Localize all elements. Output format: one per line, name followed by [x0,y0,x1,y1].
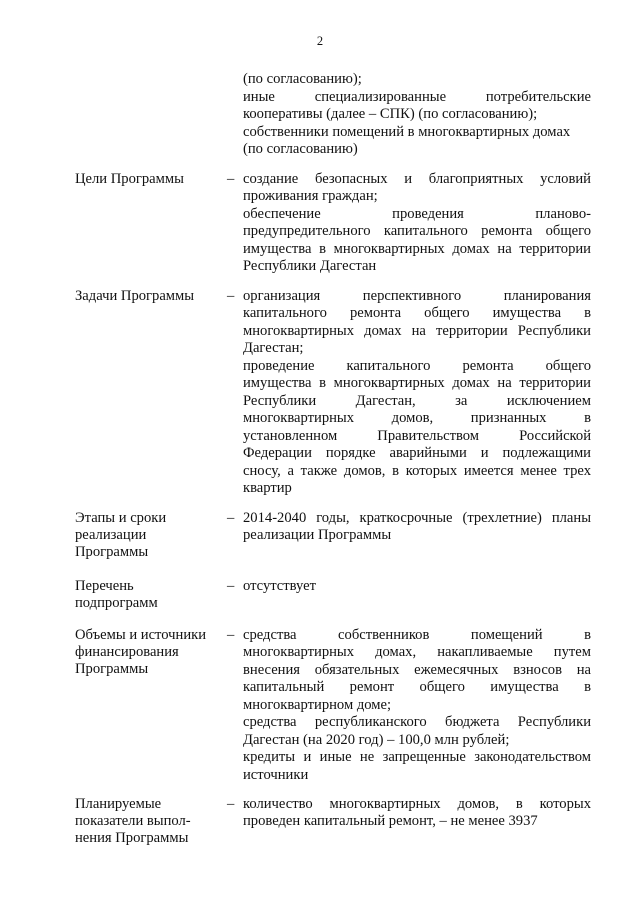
label-line: финансирования [75,644,179,660]
row-line: источники [243,767,309,783]
row-label [75,627,225,678]
row-line: Федерации порядке аварийными и подлежащими [243,445,591,461]
intro-line: (по согласованию); [243,71,362,87]
dash-marker: – [227,510,235,526]
row-line: имущества в многоквартирных домах на территории [243,241,591,257]
row-line: установленном Правительством Российской [243,428,591,444]
label-line: показатели выпол- [75,813,191,829]
label-line: нения Программы [75,830,189,846]
row-line: средства собственников помещений в [243,627,591,643]
label-line: Планируемые [75,796,162,812]
row-label [75,510,225,561]
label-line: Задачи Программы [75,288,195,304]
intro-line: иные специализированные потребительские [243,89,591,105]
row-line: обеспечение проведения планово- [243,206,591,222]
label-line: Цели Программы [75,171,184,187]
row-line: организация перспективного планирования [243,288,591,304]
label-line: реализации [75,527,147,543]
row-line: проведение капитального ремонта общего [243,358,591,374]
row-line: многоквартирных домах, накапливаемые путем [243,644,591,660]
row-line: 2014-2040 годы, краткосрочные (трехлетние) планы [243,510,591,526]
row-line: кредиты и иные не запрещенные законодательством [243,749,591,765]
row-line: внесения обязательных ежемесячных взносов на [243,662,591,678]
row-line: отсутствует [243,578,317,594]
row-label [75,578,225,612]
label-line: Этапы и сроки [75,510,167,526]
dash-marker: – [227,288,235,304]
page-number: 2 [316,34,324,48]
row-line: проживания граждан; [243,188,378,204]
dash-marker: – [227,578,235,594]
row-line: квартир [243,480,292,496]
row-line: Дагестан (на 2020 год) – 100,0 млн рублей; [243,732,510,748]
label-line: Программы [75,544,149,560]
row-line: многоквартирных домах на территории Республики [243,323,591,339]
row-line: капитального ремонта общего имущества в [243,305,591,321]
row-line: капитальный ремонт общего имущества в [243,679,591,695]
intro-line: (по согласованию) [243,141,358,157]
row-line: количество многоквартирных домов, в которых [243,796,591,812]
row-line: сносу, а также домов, в которых имеется менее трех [243,463,591,479]
intro-line: собственники помещений в многоквартирных домах [243,124,571,140]
row-line: имущества в многоквартирных домах на территории [243,375,591,391]
row-line: многоквартирном доме; [243,697,392,713]
row-line: многоквартирных домов, признанных в [243,410,591,426]
row-line: средства республиканского бюджета Республики [243,714,591,730]
row-line: Республики Дагестан, за исключением [243,393,591,409]
row-line: создание безопасных и благоприятных условий [243,171,591,187]
label-line: подпрограмм [75,595,158,611]
label-line: Объемы и источники [75,627,207,643]
dash-marker: – [227,796,235,812]
label-line: Программы [75,661,149,677]
row-line: реализации Программы [243,527,392,543]
intro-line: кооперативы (далее – СПК) (по согласованию); [243,106,538,122]
row-label [75,171,225,188]
row-label [75,796,225,847]
row-line: Республики Дагестан [243,258,377,274]
row-line: Дагестан; [243,340,304,356]
row-line: проведен капитальный ремонт, – не менее 3937 [243,813,538,829]
dash-marker: – [227,627,235,643]
row-line: предупредительного капитального ремонта общего [243,223,591,239]
row-label [75,288,225,305]
label-line: Перечень [75,578,134,594]
dash-marker: – [227,171,235,187]
